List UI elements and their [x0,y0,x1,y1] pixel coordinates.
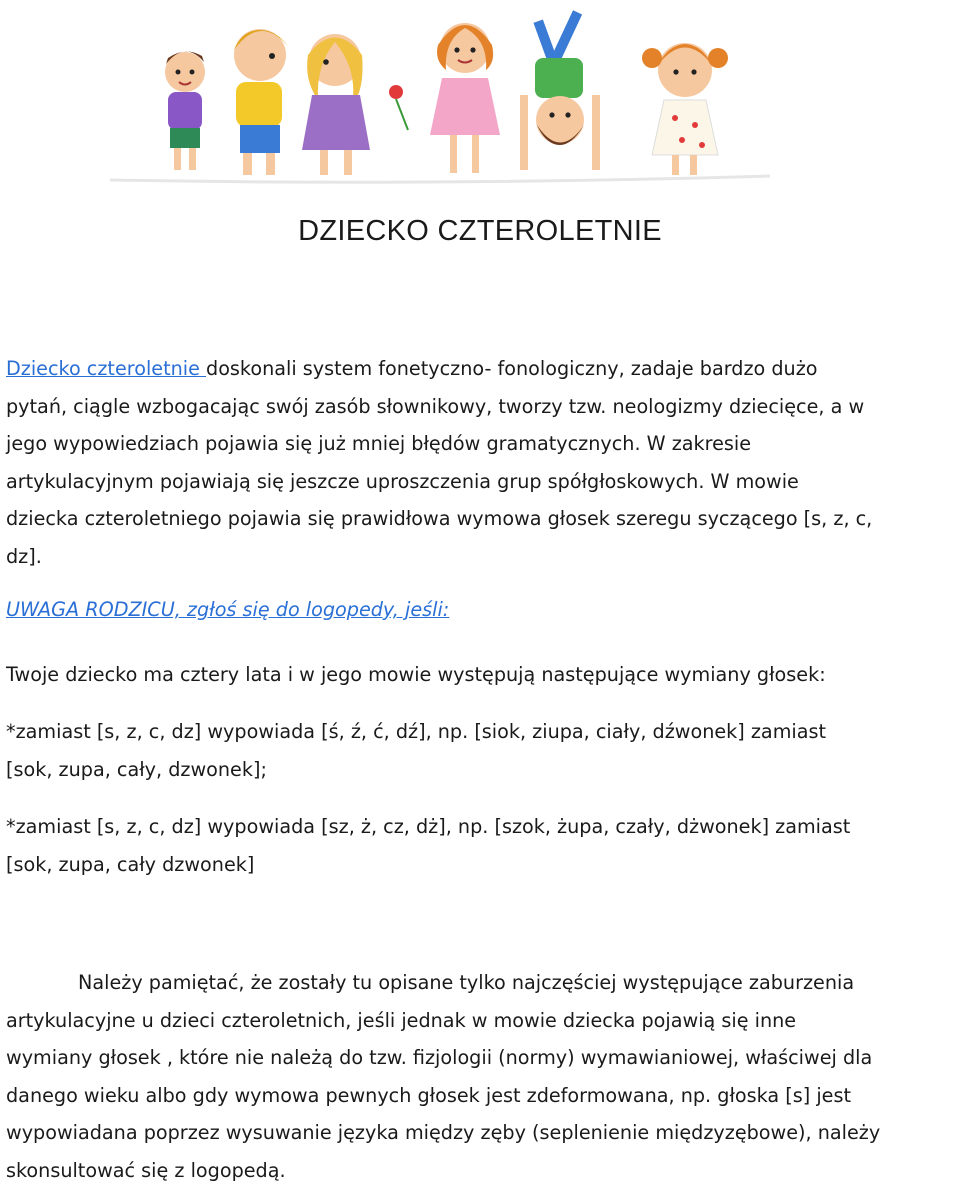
note-line-3: wymiany głosek , które nie należą do tzw. fizjologii (normy) wymawianiowej, właściwej dla [6,1046,873,1070]
intro-line-5: dziecka czteroletniego pojawia się prawidłowa wymowa głosek szeregu syczącego [s, z, c, [6,507,873,531]
note-line-1: Należy pamiętać, że zostały tu opisane tylko najczęściej występujące zaburzenia [78,971,855,994]
page-title: DZIECKO CZTEROLETNIE [298,215,662,247]
example-1-line-1: *zamiast [s, z, c, dz] wypowiada [ś, ź, ć, dź], np. [siok, ziupa, ciały, dźwonek] zamiast [6,720,826,743]
child-girl-redhead [389,23,500,173]
example-1-line-2: [sok, zupa, cały, dzwonek]; [6,757,267,781]
children-illustration [90,0,790,195]
child-girl-blonde [302,34,370,175]
example-1 [6,713,956,788]
child-boy-purple [165,51,205,170]
intro-line-1: Dziecko czteroletnie doskonali system fonetyczno- fonologiczny, zadaje bardzo dużo [6,357,818,380]
note-line-5: wypowiadana poprzez wysuwanie języka między zęby (seplenienie międzyzębowe), należy [6,1121,881,1145]
note-line-2: artykulacyjne u dzieci czteroletnich, jeśli jednak w mowie dziecka pojawią się inne [6,1008,797,1032]
intro-line-6: dz]. [6,544,42,568]
note-line-4: danego wieku albo gdy wymowa pewnych głosek jest zdeformowana, np. głoska [s] jest [6,1083,851,1107]
intro-link[interactable]: Dziecko czteroletnie [6,357,207,380]
warning-heading: UWAGA RODZICU, zgłoś się do logopedy, jeśli: [6,598,450,621]
example-2-line-1: *zamiast [s, z, c, dz] wypowiada [sz, ż, cz, dż], np. [szok, żupa, czały, dżwonek] zamiast [6,815,851,838]
note-paragraph [6,964,956,1190]
note-line-6: skonsultować się z logopedą. [6,1158,286,1182]
intro-paragraph [6,350,956,576]
intro-line-2: pytań, ciągle wzbogacając swój zasób słownikowy, tworzy tzw. neologizmy dziecięce, a w [6,394,865,418]
child-girl-pigtails [642,43,728,175]
condition-paragraph: Twoje dziecko ma cztery lata i w jego mowie występują następujące wymiany głosek: [6,663,826,686]
example-2 [6,808,956,883]
intro-line-3: jego wypowiedziach pojawia się już mniej błędów gramatycznych. W zakresie [6,432,752,456]
child-handstand [520,10,600,170]
intro-line-4: artykulacyjnym pojawiają się jeszcze uproszczenia grup spółgłoskowych. W mowie [6,469,799,493]
child-boy-yellow [234,29,288,175]
example-2-line-2: [sok, zupa, cały dzwonek] [6,852,255,876]
